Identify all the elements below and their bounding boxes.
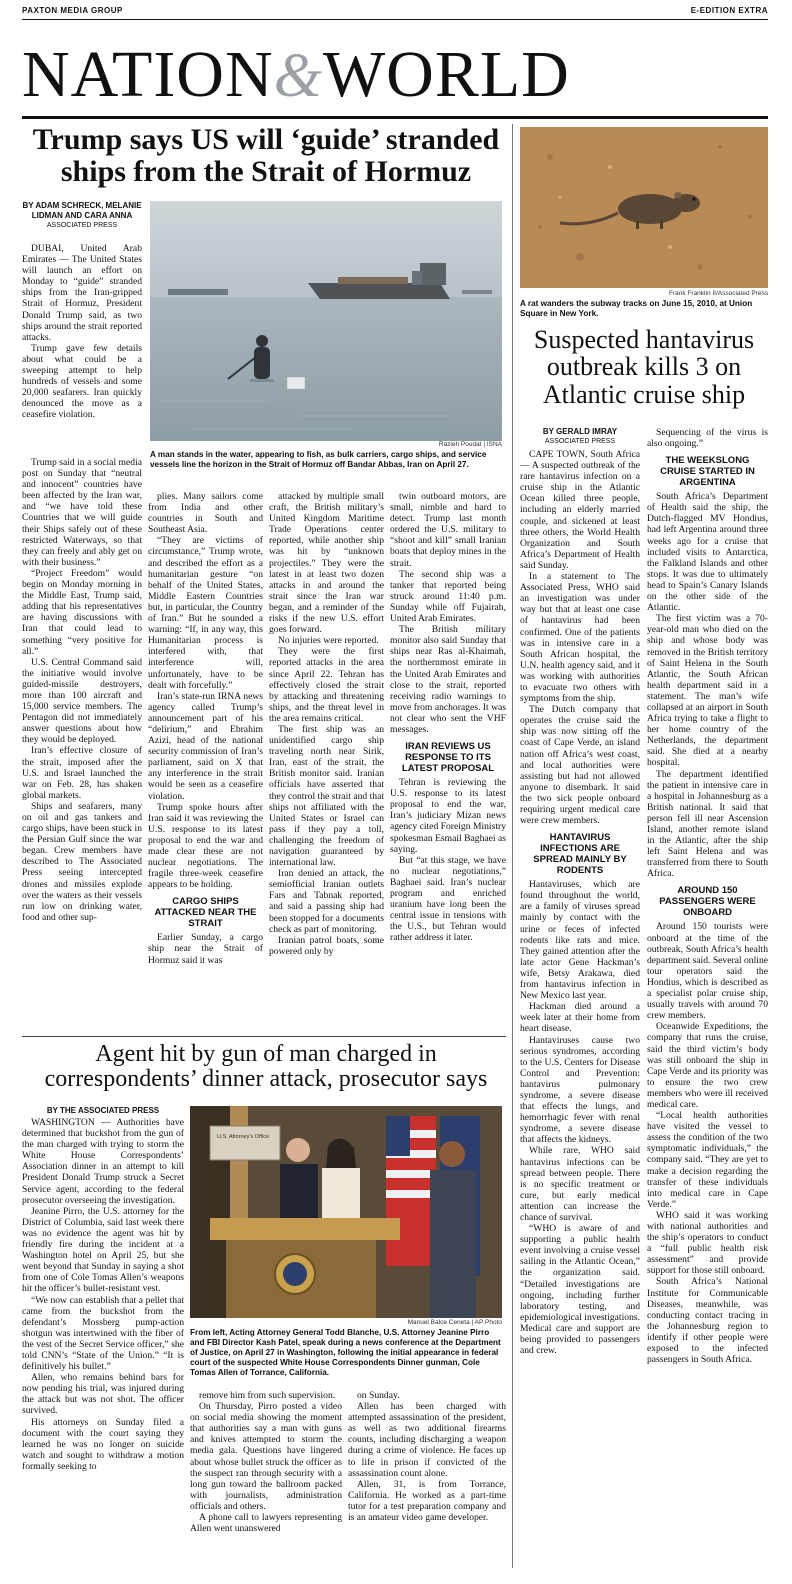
paragraph: Trump spoke hours after Iran said it was reviewing the U.S. response to its latest proposal to end the war and made clear these are not nuclear negotiations. The fragile three-week ceasefire appears to be holding.: [148, 801, 263, 891]
hormuz-headline: Trump says US will ‘guide’ stranded ships from the Strait of Hormuz: [32, 123, 500, 188]
paragraph: DUBAI, United Arab Emirates — The United States will launch an effort on Monday to “guide” stranded ships from the Iran-gripped Strait of Hormuz, President Donald Trump said, as two ships around the strait reported attacks.: [22, 243, 142, 343]
press-conference-photo: [190, 1106, 502, 1318]
press-photo-credit: Manuel Balce Ceneta | AP Photo: [407, 1319, 502, 1326]
paragraph: Oceanwide Expeditions, the company that runs the cruise, said the third victim’s body was still onboard the ship in Cape Verde and its priority was to ensure the two crew members who were ill received medical care.: [647, 1021, 768, 1110]
paragraph: Allen, 31, is from Torrance, California. He worked as a part-time tutor for a test preparation company and is an amateur video game developer.: [348, 1478, 506, 1524]
paragraph: Around 150 tourists were onboard at the time of the outbreak, South Africa’s health department said. Several online tour operators said the Hondius, which is described as a specialist polar cruise ship, usually travels with around 70 crew members.: [647, 921, 768, 1022]
paragraph: “Project Freedom” would begin on Monday morning in the Middle East, Trump said, adding that his representatives are having discussions with Iran that could lead to something “very positive for all.”: [22, 567, 142, 657]
paragraph: But “at this stage, we have no nuclear negotiations,” Baghaei said. Iran’s nuclear program and enriched uranium have long been the central issue in tensions with the U.S., but Tehran would rather address it later.: [390, 854, 506, 944]
press-caption: From left, Acting Attorney General Todd Blanche, U.S. Attorney Jeanine Pirro and FBI Director Kash Patel, speak during a news conference at the Department of Justice, on April 27 in Washington, following the initial appearance in federal court of the suspected White House Correspondents Dinner gunman, Cole Tomas Allen of Torrance, California.: [190, 1328, 501, 1377]
paragraph: CAPE TOWN, South Africa — A suspected outbreak of the rare hantavirus infection on a cruise ship in the Atlantic Ocean killed three people, including an elderly married couple, and sickened at least three others, the World Health Organization and South Africa’s Department of Health said Sunday.: [520, 449, 640, 571]
paragraph: Iran denied an attack, the semiofficial Iranian outlets Fars and Tabnak reported, and said a passing ship had been stopped for a documents check as part of monitoring.: [269, 868, 384, 935]
masthead-world: WORLD: [322, 38, 570, 111]
paragraph: Trump said in a social media post on Sunday that “neutral and innocent” countries have been affected by the Iran war, and “we have told these Countries that we will guide their Ships safely out of these restricted Waterways, so that they can freely and ably get on with their business.”: [22, 457, 142, 568]
paragraph: Jeanine Pirro, the U.S. attorney for the District of Columbia, said last week there was no evidence the agent was hit by friendly fire during the incident at a Washington hotel on April 25, but she went beyond that Sunday in saying a shot from one of Cole Tomas Allen’s weapons hit the officer’s bullet-resistant vest.: [22, 1205, 184, 1295]
paragraph: attacked by multiple small craft, the British military’s United Kingdom Maritime Trade Operations center reported, while another ship was hit by “unknown projectiles.” They were the latest in at least two dozen attacks in and around the strait since the Iran war began, and a reminder of the risks if the new U.S. effort goes forward.: [269, 491, 384, 636]
hormuz-photo-illustration: [150, 201, 502, 441]
subhead-cargo-ships: CARGO SHIPS ATTACKED NEAR THE STRAIT: [154, 896, 257, 930]
hormuz-column-3: [269, 491, 384, 1031]
hormuz-photo-credit: Razieh Poudat | ISNA: [438, 441, 502, 448]
rat-photo: [520, 127, 768, 288]
top-bar: [22, 6, 768, 20]
paragraph: WASHINGTON — Authorities have determined that buckshot from the gun of the man charged with trying to storm the White House Correspondents’ Association dinner in an attempt to kill President Donald Trump struck a Secret Service agent, according to the federal prosecutor overseeing the investigation.: [22, 1117, 184, 1206]
paragraph: Trump gave few details about what could be a sweeping attempt to help hundreds of vessels and some 20,000 seafarers. Iran quickly denounced the move as a ceasefire violation.: [22, 342, 142, 421]
hantavirus-author: BY GERALD IMRAY: [542, 427, 618, 436]
agent-column-2: [190, 1390, 342, 1568]
rat-photo-illustration: [520, 127, 768, 288]
paragraph: While rare, WHO said hantavirus infections can be spread between people. There is no specific treatment or cure, but early medical attention can increase the chance of survival.: [520, 1145, 640, 1223]
section-masthead: [22, 38, 768, 111]
paragraph: The British military monitor also said Sunday that ships near Ras al-Khaimah, the northernmost emirate in the United Arab Emirates and close to the strait, reported receiving radio warnings to move from anchorages. It was not clear who sent the VHF messages.: [390, 624, 506, 735]
paragraph: The first victim was a 70-year-old man who died on the ship and whose body was removed in the British territory of Saint Helena in the South Atlantic, the South African health department said in a statement. The man’s wife collapsed at an airport in South Africa trying to take a flight to her home country of the Netherlands, the department said. She died at a nearby hospital.: [647, 613, 768, 769]
agent-headline: Agent hit by gun of man charged in correspondents’ dinner attack, prosecutor says: [44, 1041, 488, 1093]
paragraph: plies. Many sailors come from India and other countries in South and Southeast Asia.: [148, 491, 263, 536]
paragraph: Iranian patrol boats, some powered only by: [269, 934, 384, 957]
rat-caption: A rat wanders the subway tracks on June 15, 2010, at Union Square in New York.: [520, 299, 753, 318]
paragraph: “Local health authorities have visited the vessel to assess the condition of the two symptomatic individuals,” the company said. “They are yet to make a decision regarding the transfer of these individuals into medical care in Cape Verde.”: [647, 1110, 768, 1210]
paragraph: “WHO is aware of and supporting a public health event involving a cruise vessel sailing in the Atlantic Ocean,” the organization said. “Detailed investigations are ongoing, including further laboratory testing, and epidemiological investigations. Medical care and support are being provided to passengers and crew.: [520, 1223, 640, 1357]
paragraph: In a statement to The Associated Press, WHO said an investigation was under way but that at least one case of hantavirus had been confirmed. One of the patients was in intensive care in a South African hospital, the U.N. health agency said, and it was working with authorities to evacuate two others with symptoms from the ship.: [520, 571, 640, 705]
paragraph: The department identified the patient in intensive care in a hospital in Johannesburg as a British national. It said that person fell ill near Ascension Island, another remote island in the Atlantic, after the ship left Saint Helena and was transferred from there to South Africa.: [647, 768, 768, 880]
paragraph: They were the first reported attacks in the area since April 22. Tehran has effectively closed the strait by attacking and threatening ships, and the threat level in the area remains critical.: [269, 646, 384, 724]
paragraph: On Thursday, Pirro posted a video on social media showing the moment that authorities say a man with guns and knives attempted to storm the media gala. Questions have lingered about whose bullet struck the officer as the suspect ran through security with a long gun toward the ballroom packed with journalists, administration officials and others.: [190, 1401, 342, 1512]
hormuz-authors: BY ADAM SCHRECK, MELANIE LIDMAN AND CARA ANNA: [22, 201, 142, 220]
subhead-argentina: THE WEEKSLONG CRUISE STARTED IN ARGENTINA: [660, 455, 755, 489]
paragraph: U.S. Central Command said the initiative would involve guided-missile destroyers, more than 100 aircraft and 15,000 service members. The Pentagon did not immediately answer questions about how they would be deployed.: [22, 656, 142, 746]
story-divider: [22, 1036, 506, 1037]
masthead-ampersand: &: [273, 42, 323, 110]
paragraph: Iran’s effective closure of the strait, imposed after the U.S. and Israel launched the war on Feb. 28, has shaken global markets.: [22, 745, 142, 801]
hormuz-photo: [150, 201, 502, 441]
hormuz-caption: A man stands in the water, appearing to fish, as bulk carriers, cargo ships, and service vessels line the horizon in the Strait of Hormuz off Bandar Abbas, Iran on April 27.: [150, 450, 487, 469]
paragraph: Iran’s state-run IRNA news agency called Trump’s announcement part of his “delirium,” and Ebrahim Azizi, head of the national security commission of Iran’s parliament, said on X that any interference in the strait would be seen as a ceasefire violation.: [148, 690, 263, 802]
hantavirus-byline: [520, 427, 640, 447]
hormuz-column-1: [22, 457, 142, 1031]
top-rule: [22, 19, 768, 20]
paragraph: South Africa’s Department of Health said the ship, the Dutch-flagged MV Hondius, had left Argentina around three weeks ago for a cruise that included visits to Antarctica, the Falkland Islands and other stops. It was due to ultimately head to Spain’s Canary Islands on the other side of the Atlantic.: [647, 491, 768, 614]
hantavirus-column-2: [647, 427, 768, 1568]
paragraph: South Africa’s National Institute for Communicable Diseases, meanwhile, was conducting contact tracing in the Johannesburg region to identify if other people were exposed to the infected passengers in South Africa.: [647, 1276, 768, 1366]
paragraph: Allen, who remains behind bars for now pending his trial, was injured during the attack but was not shot. The officer survived.: [22, 1372, 184, 1417]
hormuz-column-2: [148, 491, 263, 1031]
paragraph: twin outboard motors, are small, nimble and hard to detect. Trump last month ordered the U.S. military to “shoot and kill” small Iranian boats that deploy mines in the strait.: [390, 491, 506, 569]
paragraph: remove him from such supervision.: [199, 1390, 336, 1401]
paragraph: The first ship was an unidentified cargo ship traveling north near Sirik, Iran, east of the strait, the British monitor said. Iranian officials have asserted that they control the strait and that ships not affiliated with the United States or Israel can pass if they pay a toll, challenging the freedom of navigation guaranteed by international law.: [269, 723, 384, 869]
paragraph: on Sunday.: [357, 1390, 400, 1401]
hantavirus-column-1: [520, 449, 640, 1568]
column-divider: [512, 124, 513, 1568]
paragraph: “We now can establish that a pellet that came from the buckshot from the defendant’s Mossberg pump-action shotgun was intertwined with the fiber of the vest of the Secret Service officer,” she told CNN’s “State of the Union.” “It is definitively his bullet.”: [22, 1294, 184, 1373]
paragraph: A phone call to lawyers representing Allen went unanswered: [190, 1512, 342, 1535]
hormuz-column-4: [390, 491, 506, 1031]
hormuz-byline: [22, 201, 142, 231]
masthead-rule: [22, 116, 768, 119]
paragraph: The Dutch company that operates the cruise said the ship was now sitting off the coast of Cape Verde, an island nation off Africa’s west coast, and local authorities were assisting but had not allowed anyone to disembark. It said the two sick people onboard requiring urgent medical care were crew members.: [520, 704, 640, 827]
paragraph: Allen has been charged with attempted assassination of the president, as well as two additional firearms counts, including discharging a weapon during a crime of violence. He faces up to life in prison if convicted of the assassination count alone.: [348, 1401, 506, 1479]
paragraph: Ships and seafarers, many on oil and gas tankers and cargo ships, have been stuck in the Persian Gulf since the war began. Crew members have described to The Associated Press seeing intercepted drones and missiles explode over the waters as their vessels run low on drinking water, food and other sup-: [22, 800, 142, 923]
hantavirus-headline: Suspected hantavirus outbreak kills 3 on Atlantic cruise ship: [533, 325, 755, 409]
paragraph: No injuries were reported.: [278, 635, 379, 647]
hormuz-column-1-top: [22, 243, 142, 455]
paragraph: Earlier Sunday, a cargo ship near the Strait of Hormuz said it was: [148, 932, 263, 966]
subhead-iran-reviews: IRAN REVIEWS US RESPONSE TO ITS LATEST PROPOSAL: [401, 741, 495, 775]
paragraph: Hantaviruses cause two serious syndromes, according to the U.S. Centers for Disease Control and Prevention: hantavirus pulmonary syndrome, a severe disease that effects the lungs, and hemorrhagic fever with renal syndrome, a severe disease that affects the kidneys.: [520, 1034, 640, 1146]
publisher-name: PAXTON MEDIA GROUP: [22, 6, 123, 15]
agent-byline: BY THE ASSOCIATED PRESS: [46, 1106, 160, 1115]
agent-column-3: [348, 1390, 506, 1568]
hantavirus-agency: ASSOCIATED PRESS: [544, 438, 616, 445]
paragraph: Hantaviruses, which are found throughout the world, are a family of viruses spread mainly by contact with the urine or feces of infected rodents like rats and mice. They gained attention after the late actor Gene Hackman’s wife, Betsy Arakawa, died from hantavirus infection in New Mexico last year.: [520, 879, 640, 1002]
paragraph: His attorneys on Sunday filed a document with the court saying they learned he was no longer on suicide watch and sought to withdraw a motion formally seeking to: [22, 1416, 184, 1472]
paragraph: Sequencing of the virus is also ongoing.”: [647, 427, 768, 450]
subhead-passengers: AROUND 150 PASSENGERS WERE ONBOARD: [659, 885, 756, 919]
hormuz-agency: ASSOCIATED PRESS: [46, 222, 118, 229]
paragraph: “They are victims of circumstance,” Trump wrote, and described the effort as a humanitarian gesture “on behalf of the United States, Middle Eastern Countries but, in particular, the Country of Iran.” But he sounded a warning: “If, in any way, this Humanitarian process is interfered with, that interference will, unfortunately, have to be dealt with forcefully.”: [148, 535, 263, 691]
subhead-rodents: HANTAVIRUS INFECTIONS ARE SPREAD MAINLY BY RODENTS: [533, 832, 627, 877]
masthead-nation: NATION: [22, 38, 274, 111]
paragraph: Tehran is reviewing the U.S. response to its latest proposal to end the war, Iran’s judiciary Mizan news agency cited Foreign Ministry spokesman Esmail Baghaei as saying.: [390, 777, 506, 855]
agent-column-1: [22, 1117, 184, 1568]
paragraph: WHO said it was working with national authorities and the ship’s operators to conduct a “full public health risk assessment” and provide support for those still onboard.: [647, 1209, 768, 1277]
paragraph: Hackman died around a week later at their home from heart disease.: [520, 1001, 640, 1035]
rat-photo-credit: Frank Franklin II/Associated Press: [669, 290, 768, 297]
paragraph: The second ship was a tanker that reported being struck around 11:40 p.m. Sunday while off Fujairah, United Arab Emirates.: [390, 568, 506, 625]
edition-label: E-EDITION EXTRA: [690, 6, 768, 15]
podium-sign: U.S. Attorney’s Office: [216, 1134, 270, 1140]
